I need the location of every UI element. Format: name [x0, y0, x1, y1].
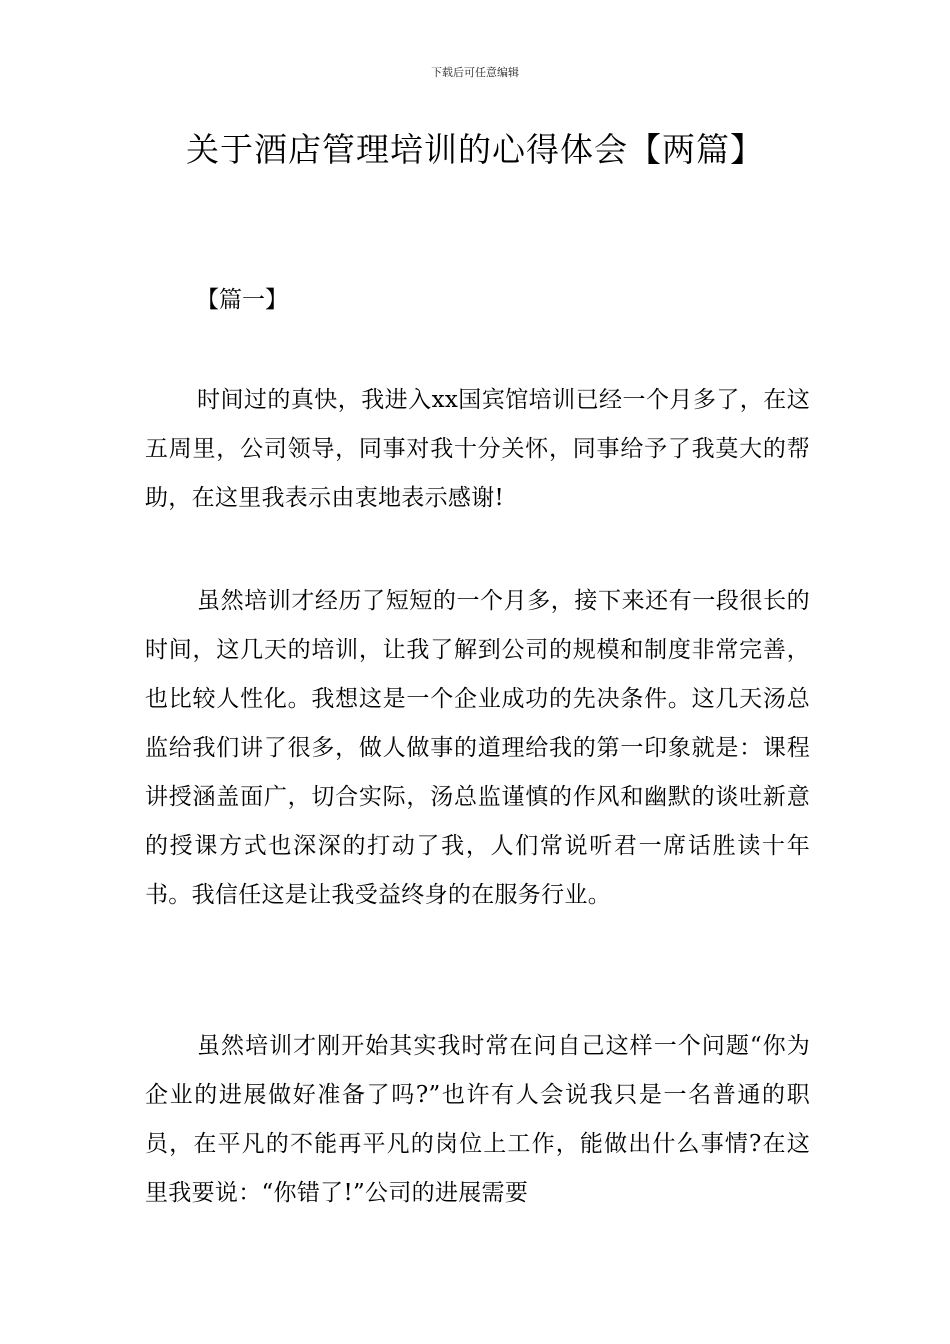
- paragraph-2: 虽然培训才经历了短短的一个月多，接下来还有一段很长的时间，这几天的培训，让我了解到公司的规模和制度非常完善，也比较人性化。我想这是一个企业成功的先决条件。这几天汤总监给我们讲了很多，做人做事的道理给我的第一印象就是：课程讲授涵盖面广，切合实际，汤总监谨慎的作风和幽默的谈吐新意的授课方式也深深的打动了我，人们常说听君一席话胜读十年书。我信任这是让我受益终身的在服务行业。: [145, 588, 810, 908]
- paragraph-3: 虽然培训才刚开始其实我时常在问自己这样一个问题“你为企业的进展做好准备了吗?”也许有人会说我只是一名普通的职员，在平凡的不能再平凡的岗位上工作，能做出什么事情?在这里我要说：“你错了!”公司的进展需要: [145, 1033, 810, 1206]
- paragraph-1: 时间过的真快，我进入xx国宾馆培训已经一个月多了，在这五周里，公司领导，同事对我十分关怀，同事给予了我莫大的帮助，在这里我表示由衷地表示感谢!: [145, 387, 810, 511]
- header-note: 下载后可任意编辑: [431, 66, 519, 79]
- section-heading: 【篇一】: [196, 287, 288, 313]
- document-title: 关于酒店管理培训的心得体会【两篇】: [186, 130, 764, 169]
